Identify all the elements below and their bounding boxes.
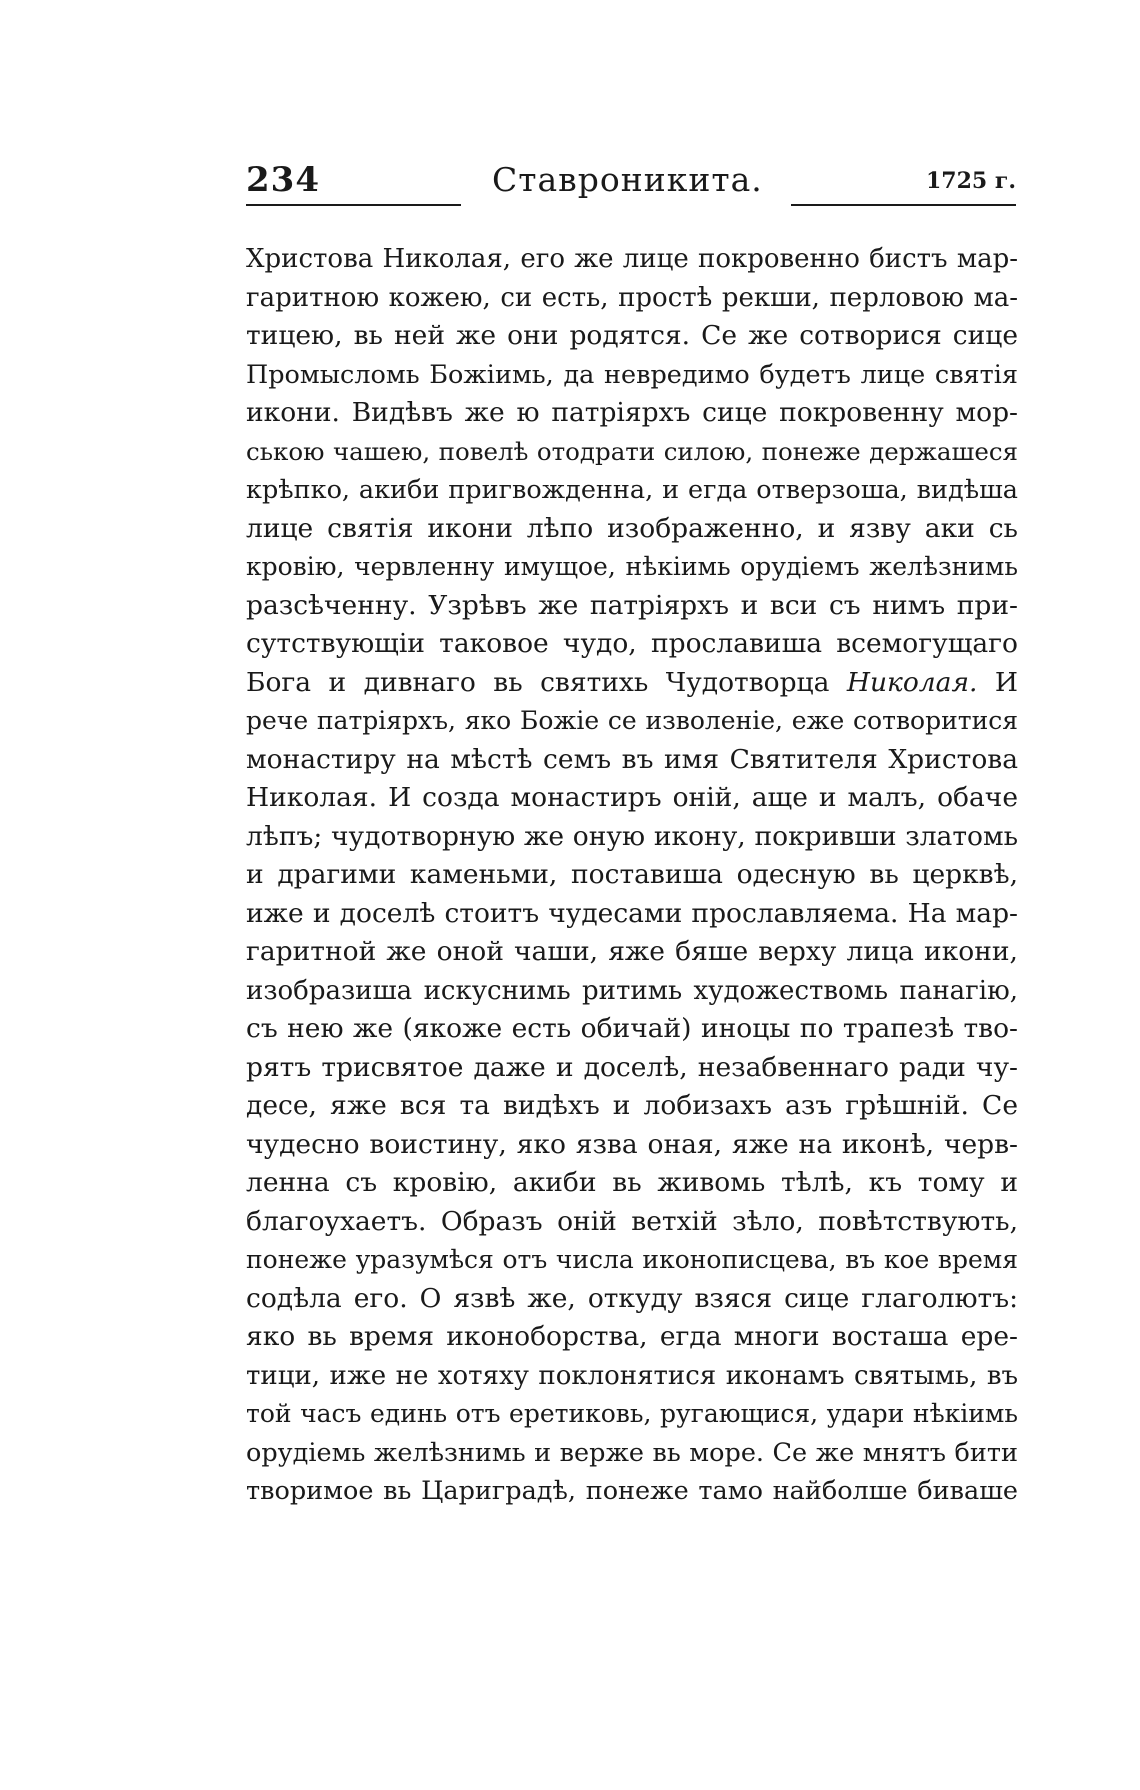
- text-line: гаритною кожею, си есть, простѣ рекши, перловою ма-: [246, 282, 1018, 313]
- page-number: 234: [246, 160, 320, 200]
- text-line: крѣпко, акиби пригвожденна, и егда отверзоша, видѣша: [246, 475, 1018, 505]
- text-line: кровію, червленну имущое, нѣкіимь орудіемъ желѣзнимь: [246, 552, 1018, 581]
- text-line: и драгими каменьми, поставиша одесную вь церквѣ,: [246, 859, 1018, 890]
- text-line: Христова Николая, его же лице покровенно бистъ мар-: [246, 244, 1018, 274]
- text-line: рече патріярхъ, яко Божіе се изволеніе, еже сотворитися: [246, 706, 1018, 735]
- text-line: десе, яже вся та видѣхъ и лобизахъ азъ грѣшній. Се: [246, 1090, 1018, 1121]
- text-line-with-italic: [246, 664, 1018, 703]
- text-line: иже и доселѣ стоитъ чудесами прославляема. На мар-: [246, 897, 1018, 929]
- running-head: [246, 160, 1016, 210]
- text-line: Промысломь Божіимь, да невредимо будетъ лице святія: [246, 359, 1018, 390]
- text-line: тици, иже не хотяху поклонятися иконамъ святымь, въ: [246, 1360, 1018, 1391]
- text-line: яко вь время иконоборства, егда многи восташа ере-: [246, 1321, 1018, 1352]
- text-line: ською чашею, повелѣ отодрати силою, понеже держашеся: [246, 436, 1018, 466]
- text-line: тицею, вь ней же они родятся. Се же сотворися сице: [246, 320, 1018, 351]
- text-line: чудесно воистину, яко язва оная, яже на иконѣ, черв-: [246, 1128, 1018, 1160]
- text-line: лице святія икони лѣпо изображенно, и язву аки сь: [246, 512, 1018, 544]
- text-line: гаритной же оной чаши, яже бяше верху лица икони,: [246, 936, 1018, 967]
- text-line: сутствующіи таковое чудо, прославиша всемогущаго: [246, 628, 1018, 659]
- body-text: [246, 240, 1018, 1511]
- text-line: Николая. И созда монастиръ оній, аще и малъ, обаче: [246, 782, 1018, 813]
- header-rule-left: [246, 204, 461, 206]
- running-title: Ставроникита.: [492, 160, 763, 199]
- header-rule-right: [791, 204, 1016, 206]
- text-line: творимое вь Цариградѣ, понеже тамо найболше биваше: [246, 1476, 1018, 1506]
- text-line: разсѣченну. Узрѣвъ же патріярхъ и вси съ нимъ при-: [246, 589, 1018, 621]
- year-label: 1725 г.: [925, 168, 1016, 194]
- text-line: содѣла его. О язвѣ же, откуду взяся сице глаголютъ:: [246, 1282, 1018, 1314]
- text-segment: Бога и дивнаго вь святихь Чудотворца: [246, 666, 847, 698]
- text-line: изобразиша искуснимь ритимь художествомь панагію,: [246, 975, 1018, 1006]
- text-line: орудіемь желѣзнимь и верже вь море. Се же мнятъ бити: [246, 1437, 1018, 1468]
- italic-name: Николая.: [846, 666, 978, 698]
- text-line: рятъ трисвятое даже и доселѣ, незабвеннаго ради чу-: [246, 1051, 1018, 1083]
- text-line: той часъ единь отъ еретиковь, ругающися, удари нѣкіимь: [246, 1399, 1018, 1428]
- text-line: ленна съ кровію, акиби вь живомь тѣлѣ, къ тому и: [246, 1167, 1018, 1198]
- text-line: икони. Видѣвъ же ю патріярхъ сице покровенну мор-: [246, 397, 1018, 428]
- text-line: лѣпъ; чудотворную же оную икону, покривши златомь: [246, 820, 1018, 852]
- text-line: благоухаетъ. Образъ оній ветхій зѣло, повѣтствують,: [246, 1205, 1018, 1237]
- text-line: монастиру на мѣстѣ семъ въ имя Святителя Христова: [246, 743, 1018, 775]
- text-line: понеже уразумѣся отъ числа иконописцева, въ кое время: [246, 1245, 1018, 1274]
- text-line: съ нею же (якоже есть обичай) иноцы по трапезѣ тво-: [246, 1013, 1018, 1044]
- text-segment: И: [977, 666, 1018, 698]
